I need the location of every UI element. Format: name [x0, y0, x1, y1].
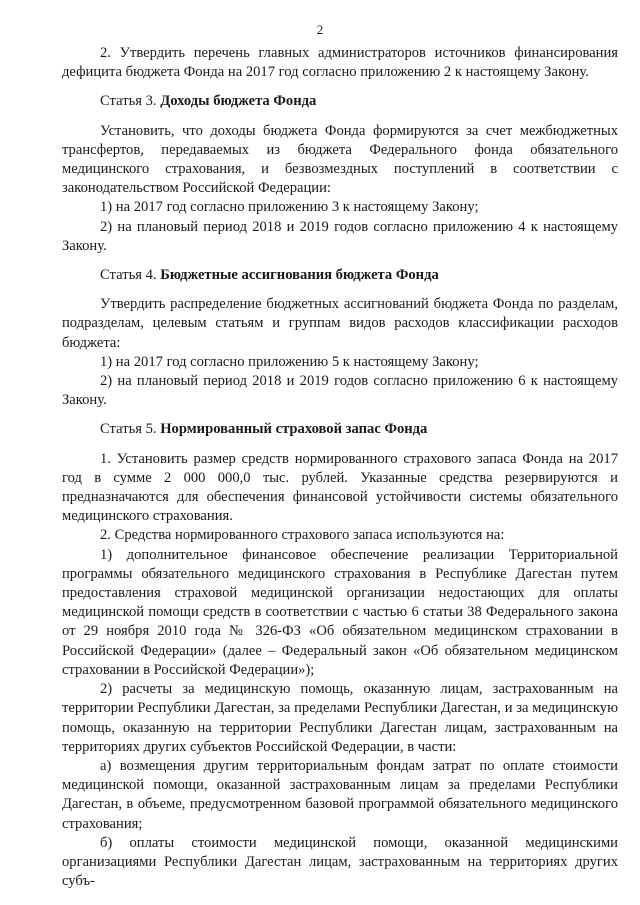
- article-heading-4: [62, 266, 618, 285]
- paragraph: 2) на плановый период 2018 и 2019 годов согласно приложению 4 к настоящему Закону.: [62, 218, 618, 254]
- paragraph: б) оплаты стоимости медицинской помощи, оказанной медицинскими организациями Республики Дагестан лицам, застрахованным на территориях других субъ-: [62, 834, 618, 890]
- paragraph: 2) на плановый период 2018 и 2019 годов согласно приложению 6 к настоящему Закону.: [62, 373, 618, 409]
- article-title: Нормированный страховой запас Фонда: [160, 421, 428, 438]
- paragraph: 1) дополнительное финансовое обеспечение реализации Территориальной программы обязательного медицинского страхования в Республике Дагестан путем предоставления страховой медицинской организации недостающих для оплаты медицинской помощи средств в соответствии с частью 6 статьи 38 Федерального закона от 29 ноября 2010 года № 326-ФЗ «Об обязательном медицинском страховании в Российской Федерации» (далее – Федеральный закон «Об обязательном медицинском страховании в Российской Федерации»);: [62, 546, 618, 678]
- paragraph: 2. Средства нормированного страхового запаса используются на:: [100, 527, 505, 544]
- article-prefix: Статья 3.: [100, 93, 157, 110]
- article-heading-3: [62, 92, 618, 111]
- paragraph: а) возмещения другим территориальным фондам затрат по оплате стоимости медицинской помощи, оказанной застрахованным лицам за пределами Республики Дагестан, в объеме, предусмотренном базовой программой обязательного медицинского страхования;: [62, 757, 618, 832]
- paragraph: 2. Утвердить перечень главных администраторов источников финансирования дефицита бюджета Фонда на 2017 год согласно приложению 2 к настоящему Закону.: [62, 45, 618, 81]
- paragraph: Утвердить распределение бюджетных ассигнований бюджета Фонда по разделам, подразделам, целевым статьям и группам видов расходов классификации расходов бюджета:: [62, 296, 618, 351]
- article-title: Доходы бюджета Фонда: [160, 93, 317, 110]
- paragraph: 1) на 2017 год согласно приложению 5 к настоящему Закону;: [100, 353, 479, 370]
- paragraph: 1) на 2017 год согласно приложению 3 к настоящему Закону;: [100, 199, 479, 216]
- paragraph: 2) расчеты за медицинскую помощь, оказанную лицам, застрахованным на территории Республики Дагестан, за пределами Республики Дагестан, и за медицинскую помощь, оказанную на территории Республики Дагестан лицам, застрахованным на территориях других субъектов Российской Федерации, в части:: [62, 681, 618, 755]
- paragraph: 1. Установить размер средств нормированного страхового запаса Фонда на 2017 год в сумме 2 000 000,0 тыс. рублей. Указанные средства резервируются и предназначаются для обеспечения финансовой устойчивости системы обязательного медицинского страхования.: [62, 450, 618, 525]
- paragraph: Установить, что доходы бюджета Фонда формируются за счет межбюджетных трансфертов, передаваемых из бюджета Федерального фонда обязательного медицинского страхования, и безвозмездных поступлений в соответствии с законодательством Российской Федерации:: [62, 122, 618, 197]
- article-prefix: Статья 4.: [100, 267, 157, 284]
- article-prefix: Статья 5.: [100, 421, 157, 438]
- page-number: 2: [316, 22, 324, 37]
- article-heading-5: [62, 420, 618, 439]
- document-body: [62, 44, 618, 891]
- article-title: Бюджетные ассигнования бюджета Фонда: [160, 267, 439, 284]
